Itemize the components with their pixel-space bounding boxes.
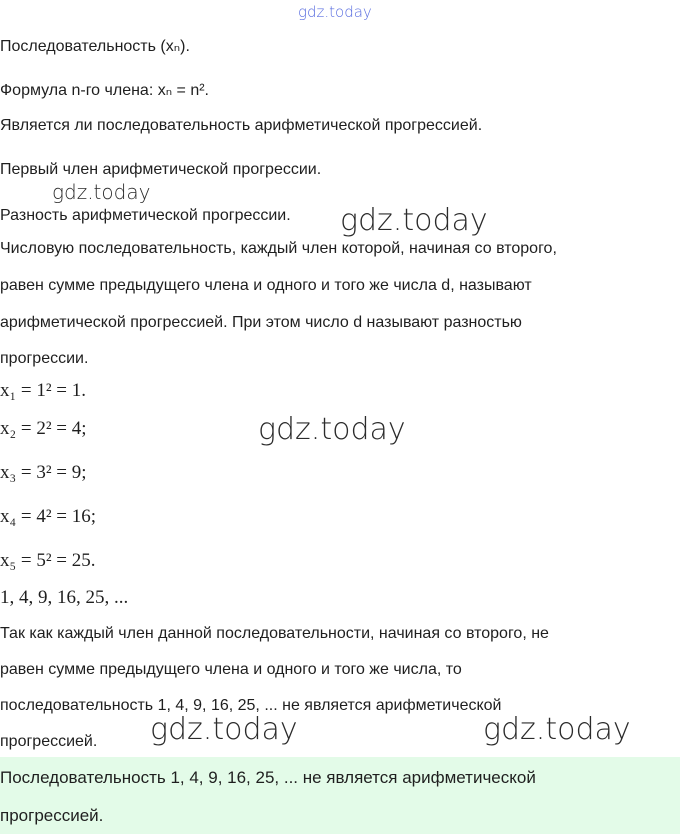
definition-line-4: прогрессии. bbox=[0, 350, 89, 367]
line-sequence: Последовательность (xₙ). bbox=[0, 38, 190, 55]
watermark-4: gdz.today bbox=[150, 712, 298, 747]
watermark-5: gdz.today bbox=[483, 712, 631, 747]
conclusion-line-2: равен сумме предыдущего члена и одного и того же числа, то bbox=[0, 661, 462, 678]
math-x2: x₂ = 2² = 4; bbox=[0, 418, 87, 439]
definition-line-2: равен сумме предыдущего члена и одного и того же числа d, называют bbox=[0, 277, 532, 294]
definition-line-1: Числовую последовательность, каждый член которой, начиная со второго, bbox=[0, 240, 557, 257]
math-list: 1, 4, 9, 16, 25, ... bbox=[0, 587, 129, 608]
conclusion-line-4: прогрессией. bbox=[0, 733, 98, 750]
math-x4: x₄ = 4² = 16; bbox=[0, 506, 97, 527]
watermark-1: gdz.today bbox=[52, 180, 151, 204]
line-difference: Разность арифметической прогрессии. bbox=[0, 207, 291, 224]
conclusion-line-3: последовательность 1, 4, 9, 16, 25, ... не является арифметической bbox=[0, 697, 502, 714]
line-question: Является ли последовательность арифметической прогрессией. bbox=[0, 117, 483, 134]
line-formula: Формула n-го члена: xₙ = n². bbox=[0, 82, 209, 99]
conclusion-line-1: Так как каждый член данной последовательности, начиная со второго, не bbox=[0, 625, 549, 642]
watermark-top: gdz.today bbox=[298, 3, 372, 21]
watermark-3: gdz.today bbox=[258, 412, 406, 447]
answer-line-1: Последовательность 1, 4, 9, 16, 25, ... не является арифметической bbox=[0, 768, 536, 787]
math-x5: x₅ = 5² = 25. bbox=[0, 550, 96, 571]
line-first-member: Первый член арифметической прогрессии. bbox=[0, 161, 322, 178]
math-x3: x₃ = 3² = 9; bbox=[0, 462, 87, 483]
definition-line-3: арифметической прогрессией. При этом число d называют разностью bbox=[0, 314, 522, 331]
watermark-2: gdz.today bbox=[340, 203, 488, 238]
answer-line-2: прогрессией. bbox=[0, 806, 104, 825]
math-x1: x₁ = 1² = 1. bbox=[0, 380, 87, 401]
